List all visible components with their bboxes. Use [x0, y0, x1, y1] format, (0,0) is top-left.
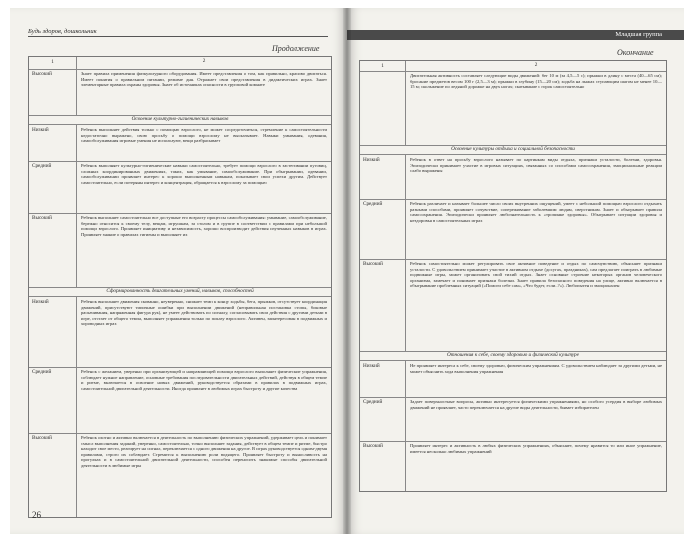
book-gutter — [343, 8, 351, 534]
page-number: 26 — [32, 510, 41, 520]
col-header-2: 2 — [202, 58, 206, 64]
running-header-right — [347, 30, 684, 40]
assessment-table-right — [359, 60, 667, 492]
level-cell: Высокий — [29, 433, 77, 517]
description-cell: Проявляет интерес и активность в любых физических упражнениях, объясняет, почему нравится то или иное упражнение, имеется несколько любимых упражнений — [410, 443, 662, 454]
continuation-label-right: Окончание — [617, 48, 654, 57]
level-cell: Средний — [29, 161, 77, 213]
level-cell: Высокий — [29, 69, 77, 115]
description-cell: Ребенок с желанием, уверенно при организующей и направляющей помощи взрослого выполняет физические упражнения, соблюдает нужное направление, основные требования последовательности двигательных действий, действуя в общем темпе и ритме, включается в освоение новых движений, руководствуется образами в правилах в подвижных играх, самостоятельной двигательной деятельности. Иногда проявляет в любимых играх быстроту и другие качества — [81, 369, 327, 391]
section-heading: Отношения к себе, своему здоровью и физической культуре — [360, 351, 666, 361]
table-row — [360, 397, 666, 442]
table-row — [360, 199, 666, 260]
table-row — [29, 125, 331, 162]
book-spread — [10, 8, 684, 534]
running-header-left: Будь здоров, дошкольник — [28, 28, 328, 37]
description-cell: Ребенок охотно и активно включается в деятельность по выполнению физических упражнений, удерживает цель и понимает смысл выполнения заданий, уверенно, самостоятельно, точно выполняет задания, действует в общем темпе и ритме, быстро находит свое место, реагирует на сигнал, переключается с одного движения на другое. В играх руководствуется одним-двумя правилами, строго их соблюдает. Стремится к выполнению роли водящего. Проявляет быстроту и выносливость на прогулках и в самостоятельной двигательной деятельности, способен переносить знакомые способы двигательной деятельности в любимые игры — [81, 435, 327, 468]
table-row — [360, 361, 666, 398]
level-cell: Высокий — [29, 213, 77, 287]
level-cell: Средний — [360, 199, 406, 259]
description-cell: Ребенок выполняет культурно-гигиенические навыки самостоятельно, требует помощи взрослого в застегивании пуговиц, сложных координированных движениях, таких, как умывание, самообслуживание. При обыгрывании, одевании, самообслуживании проявляет интерес к хорошо выполненным навыкам, показывает свои успехи другим. Действует самостоятельно, если потеряны интерес и концентрация, обращается к взрослому за помощью — [81, 163, 327, 185]
table-row — [29, 367, 331, 434]
assessment-table-left — [28, 56, 332, 518]
level-cell: Низкий — [29, 125, 77, 161]
description-cell: Знает правила применения физкультурного оборудования. Имеет представления о том, как правильно, красиво двигаться. Имеет понятия о правильном питании, режиме дня. Отражает свои представления в дидактических играх. Знает элементарные правила охраны здоровья. Знает об источниках опасности в групповой комнате — [81, 71, 327, 88]
section-heading: Освоение культурно-гигиенических навыков — [29, 115, 331, 125]
left-page — [10, 8, 347, 534]
table-row — [29, 161, 331, 214]
level-cell — [360, 71, 406, 145]
table-row — [360, 259, 666, 352]
table-row — [29, 433, 331, 517]
level-cell: Средний — [360, 397, 406, 441]
section-heading: Сформированность двигательных умений, навыков, способностей — [29, 287, 331, 297]
continuation-label-left: Продолжение — [272, 44, 320, 53]
section-heading: Освоение культуры отдыха и социальной безопасности — [360, 145, 666, 155]
level-cell: Высокий — [360, 259, 406, 351]
table-row — [360, 155, 666, 200]
right-page — [347, 8, 684, 534]
table-row — [29, 69, 331, 116]
col-header-1: 1 — [381, 63, 384, 69]
col-header-2: 2 — [534, 62, 538, 68]
col-header-1: 1 — [51, 59, 54, 65]
description-cell: Ребенок в ответ на просьбу взрослого называет по картинкам виды отдыха, признаки усталости, болезни, здоровья. Эпизодически принимает участие в игровых ситуациях, связанных со способами самосохранения, эмоциональные реакции слабо выражены — [410, 157, 662, 174]
description-cell: Ребенок различает и называет большее число своих внутренних ощущений, умеет с небольшой помощью взрослого отдыхать разными способами, проявляет сочувствие, сопереживание заболевшим людям, сверстникам. Знает и обыгрывает правила самосохранения. Эпизодически проявляет любознательность к «тропинке здоровья». Обыгрывает ситуации здоровья и нездоровья в самостоятельных играх — [410, 201, 662, 223]
description-cell: Двигательная активность составляет следующие виды движений: бег 10 м (за 4,5—5 с); прыжки в длину с места (40—65 см); бросание предметов весом 100 г (2,5—3 м); прыжки в глубину (15—20 см); ходьба на лыжах ступающим шагом не менее 10—15 м; скольжение по ледяной дорожке на двух ногах; скатывание с горок самостоятельно — [410, 73, 662, 90]
level-cell: Низкий — [360, 361, 406, 397]
table-row — [29, 297, 331, 368]
level-cell: Средний — [29, 367, 77, 433]
description-cell: Ребенок выполняет действия только с помощью взрослого, не может сосредоточиться, стремление к самостоятельности недостаточно выражено, свою просьбу о помощи взрослому не высказывает. Навыки умывания, одевания, самообслуживания игровые умения не используют, вещи разбрасывает — [81, 127, 327, 144]
table-row — [360, 441, 666, 491]
running-header-right-label: Младшая группа — [615, 31, 662, 38]
level-cell: Низкий — [29, 297, 77, 367]
description-cell: Ребенок выполняет движения скованно, неуверенно, снижает темп к концу ходьбы, бега, прыжков, отсутствует координация движений, присутствуют типичные ошибки при выполнении движений (неправильная постановка стопы, боковые раскачивания, напряженная фигура рук), не умеет действовать по сигналу, согласовывать свои действия с другими детьми в игре, отстает от общего темпа, выполняет упражнения только по показу взрослого. Активен, заинтересован в подвижных и хороводных играх — [81, 299, 327, 327]
description-cell: Не проявляет интереса к себе, своему здоровью, физическим упражнениям. С удовольствием наблюдает за другими детьми, не может объяснить хода выполнения упражнения — [410, 363, 662, 374]
table-row — [360, 71, 666, 146]
level-cell: Высокий — [360, 441, 406, 491]
description-cell: Задает поверхностные вопросы, активно интересуется физическими упражнениями, но особого усердия в выборе любимых движений не проявляет, часто переключается на другие виды деятельности, бывает избирателен — [410, 399, 662, 410]
description-cell: Ребенок выполняет самостоятельно все доступные его возрасту процессы самообслуживания: умывание, самообслуживание, бережно относится к своему телу, вещам, игрушкам, за столом и в группе в соответствии с правилами при небольшой помощи взрослого. Проявляет инициативу и независимость, хорошо воспроизводит действия изученных навыков в играх. Проявляет знание о правилах гигиены и выполняет их — [81, 215, 327, 237]
table-row — [29, 213, 331, 288]
description-cell: Ребенок самостоятельно может регулировать свое активное поведение и отдых по самочувствию, объясняет признаки усталости. С удовольствием принимает участие в активном отдыхе (досугах, праздниках), сам предлагает поиграть в любимые подвижные игры, может организовать свой тихий отдых. Знает основные строение некоторых органов человеческого организма, замечает и понимает признаки болезни. Знает правила безопасного поведения на улице, активно включается в обыгрывание проблемных ситуаций («Помоги себе сам», «Что будет, если..?»). Любопытен и эмоционален — [410, 261, 662, 289]
level-cell: Низкий — [360, 155, 406, 199]
